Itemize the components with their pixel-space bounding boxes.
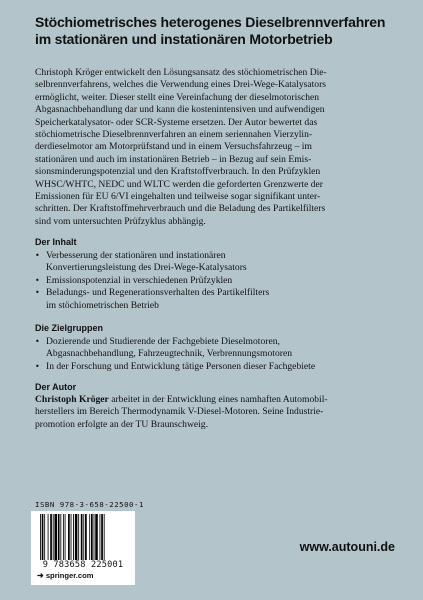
book-title — [35, 14, 405, 48]
author-bio-text: arbeitet in der Entwicklung eines namhaften Automobil- — [108, 394, 328, 405]
blurb-line: stationären und auch im instationären Betrieb – in Bezug auf sein Emis- — [35, 153, 312, 165]
barcode-bar — [53, 514, 54, 560]
barcode-digits: 9 783658 225001 — [42, 560, 124, 570]
blurb-line: sionsminderungspotenzial und den Kraftstoffverbrauch. In den Prüfzyklen — [35, 166, 321, 178]
list-item-line: Abgasnachbehandlung, Fahrzeugtechnik, Verbrennungsmotoren — [46, 348, 292, 360]
list-item-line: • Dozierende und Studierende der Fachgebiete Dieselmotoren, — [46, 336, 280, 347]
barcode-bar — [48, 514, 49, 560]
author-bio-line: herstellers im Bereich Thermodynamik V-Diesel-Motoren. Seine Industrie- — [35, 406, 324, 418]
blurb-line: WHSC/WHTC, NEDC und WLTC werden die geforderten Grenzwerte der — [35, 178, 323, 190]
blurb-line: ermöglicht, weiter. Dieser stellt eine Vereinfachung der dieselmotorischen — [35, 91, 320, 103]
section-heading: Die Zielgruppen — [35, 323, 104, 333]
zielgruppen-list — [35, 336, 395, 373]
barcode-bar — [81, 514, 83, 560]
list-item — [35, 287, 395, 312]
barcode-bar — [83, 514, 84, 560]
barcode-bar — [101, 514, 103, 560]
section-heading: Der Inhalt — [35, 237, 77, 247]
barcode-bar — [40, 514, 41, 560]
list-item-line: • Emissionspotenzial in verschiedenen Prüfzyklen — [46, 274, 233, 286]
barcode-bar — [85, 514, 87, 560]
barcode-bar — [42, 514, 44, 560]
publisher-url[interactable]: springer.com — [45, 571, 94, 580]
blurb-line: Emissionen für EU 6/VI eingehalten und teilweise sogar signifikant unter- — [35, 191, 321, 203]
blurb-line: Abgasnachbehandlung dar und kann die kostenintensiven und aufwendigen — [35, 104, 325, 116]
inhalt-list — [35, 250, 395, 312]
list-item-line: • Verbesserung der stationären und instationären — [46, 250, 226, 261]
list-item-line: im stöchiometrischen Betrieb — [46, 299, 159, 311]
author-name: Christoph Kröger — [35, 394, 109, 405]
barcode-bar — [65, 514, 66, 560]
list-item-line: • Beladungs- und Regenerationsverhalten des Partikelfilters — [46, 287, 270, 299]
author-bio-line — [35, 394, 389, 406]
barcode-bar — [73, 514, 74, 560]
barcode-bar — [60, 514, 61, 560]
barcode-bar — [89, 514, 90, 560]
barcode-bar — [78, 514, 79, 560]
barcode-bar — [94, 514, 95, 560]
barcode-bar — [91, 514, 93, 560]
barcode-bar — [54, 514, 57, 560]
list-item — [35, 275, 395, 287]
list-item — [35, 250, 395, 275]
section-heading: Der Autor — [35, 382, 77, 392]
title-line: im stationären und instationären Motorbetrieb — [35, 31, 333, 47]
barcode-bar — [50, 514, 52, 560]
list-item — [35, 336, 395, 361]
list-item-line: Konvertierungsleistung des Drei-Wege-Katalysators — [46, 262, 247, 274]
author-bio — [35, 394, 389, 431]
section-autor — [35, 381, 395, 431]
section-inhalt — [35, 236, 395, 312]
publisher-logo — [37, 571, 94, 580]
barcode-bar — [95, 514, 98, 560]
author-bio-line: promotion erfolgte an der TU Braunschweig. — [35, 418, 208, 430]
barcode-bar — [104, 514, 105, 560]
barcode-bar — [100, 514, 101, 560]
barcode-bar — [71, 514, 72, 560]
arrow-right-icon: ➜ — [37, 571, 44, 580]
section-zielgruppen — [35, 322, 395, 373]
barcode-bar — [68, 514, 70, 560]
blurb-line: Christoph Kröger entwickelt den Lösungsansatz des stöchiometrischen Die- — [35, 67, 327, 78]
isbn-text: ISBN 978-3-658-22500-1 — [35, 500, 144, 509]
blurb-text — [35, 67, 389, 228]
list-item — [35, 361, 395, 373]
list-item-line: • In der Forschung und Entwicklung tätige Personen dieser Fachgebiete — [46, 360, 316, 372]
blurb-line: selbrennverfahrens, welches die Verwendung eines Drei-Wege-Katalysators — [35, 79, 327, 91]
barcode-bar — [44, 514, 45, 560]
blurb-line: stöchiometrische Dieselbrennverfahren an einem seriennahen Vierzylin- — [35, 129, 313, 141]
barcode-bars — [38, 514, 128, 560]
title-line: Stöchiometrisches heterogenes Dieselbrennverfahren — [35, 14, 386, 30]
blurb-line: Speicherkatalysator- oder SCR-Systeme ersetzen. Der Autor bewertet das — [35, 116, 318, 128]
barcode-bar — [63, 514, 64, 560]
barcode-bar — [58, 514, 60, 560]
blurb-line: derdieselmotor am Motorprüfstand und in einem Versuchsfahrzeug – im — [35, 141, 312, 153]
blurb-line: schritten. Der Kraftstoffmehrverbrauch und die Beladung des Partikelfilters — [35, 203, 326, 215]
barcode-bar — [75, 514, 78, 560]
website-link[interactable]: www.autouni.de — [299, 540, 395, 554]
blurb-line: sind vom untersuchten Prüfzyklus abhängig. — [35, 215, 206, 227]
